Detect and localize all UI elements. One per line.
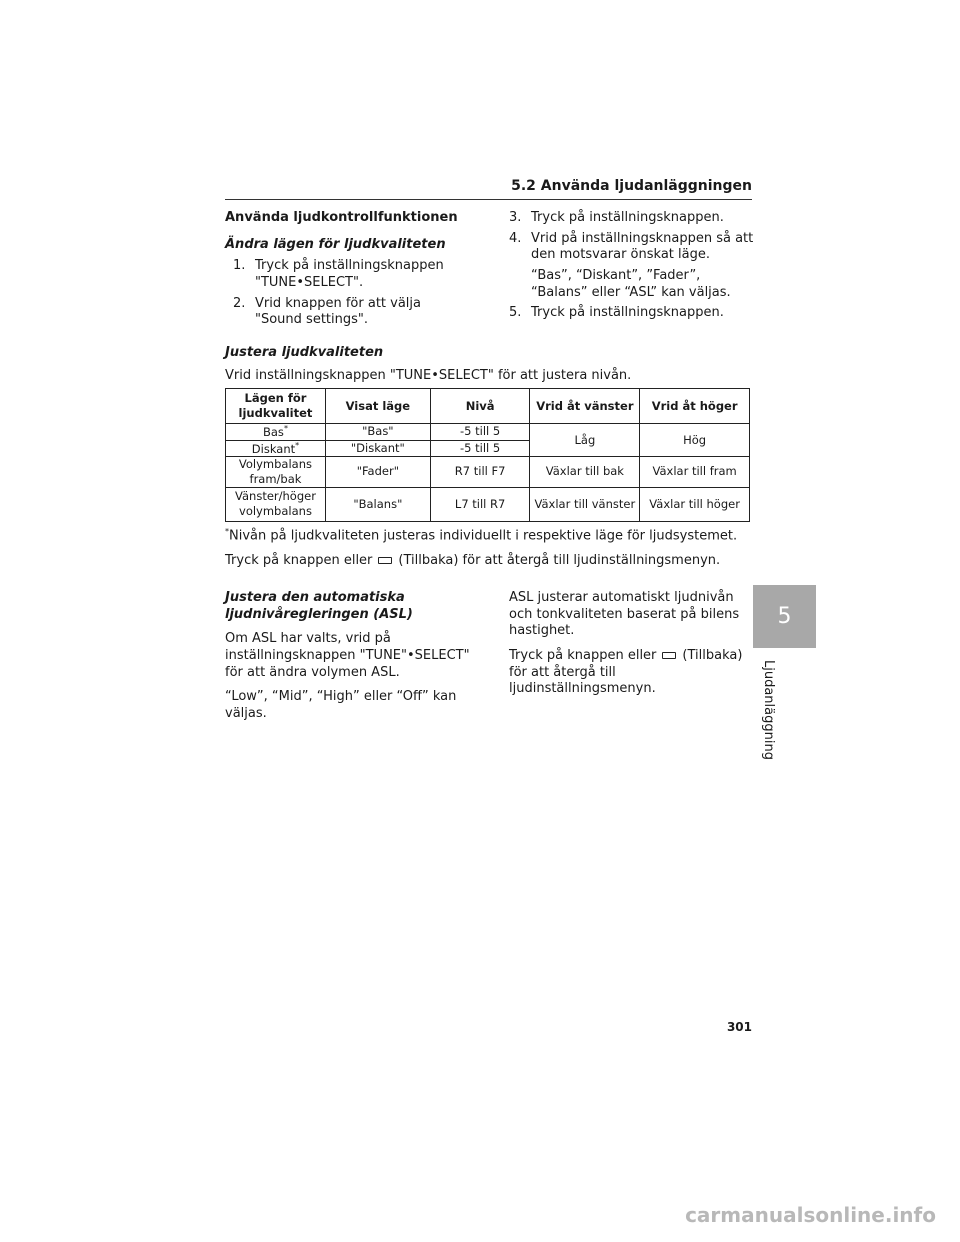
table-cell: "Fader": [325, 457, 430, 487]
back-button-icon: [662, 652, 676, 659]
step-text: Tryck på inställningsknappen.: [531, 305, 724, 321]
back-note-before: Tryck på knappen eller: [509, 647, 657, 663]
step-number: 4.: [509, 230, 522, 246]
back-note: [225, 553, 752, 570]
footnote-marker: *: [283, 424, 288, 433]
page-number: 301: [726, 1020, 752, 1034]
table-cell: R7 till F7: [430, 457, 530, 487]
column-header: Visat läge: [325, 389, 430, 424]
intro-right-column: [509, 210, 754, 322]
back-note-after: (Tillbaka) för att återgå till ljudinställningsmenyn.: [398, 553, 721, 568]
step-text: Tryck på inställningsknappen "TUNE•SELECT".: [255, 258, 444, 290]
adjust-section: [225, 345, 752, 384]
step-4-note: “Bas”, “Diskant”, ”Fader”, “Balans” eller “ASL” kan väljas.: [531, 267, 731, 300]
table-header-row: [226, 389, 750, 424]
table-cell: Växlar till vänster: [530, 487, 640, 521]
table-cell: Växlar till fram: [640, 457, 750, 487]
asl-left-column: [225, 590, 475, 722]
footnote-text: Nivån på ljudkvaliteten justeras individuellt i respektive läge för ljudsystemet.: [229, 528, 738, 544]
table-cell: [226, 440, 326, 457]
asl-heading: Justera den automatiska ljudnivåregleringen (ASL): [225, 590, 413, 622]
table-cell: [226, 424, 326, 441]
table-row: [226, 457, 750, 487]
asl-back-note: [509, 648, 754, 698]
step-3: [509, 210, 754, 227]
footnote-marker: *: [225, 527, 229, 536]
step-1: [233, 258, 470, 291]
asl-right-column: [509, 590, 754, 698]
asl-paragraph: “Low”, “Mid”, “High” eller “Off” kan väljas.: [225, 689, 457, 721]
step-number: 2.: [233, 295, 246, 311]
column-header: Nivå: [430, 389, 530, 424]
mode-name: Diskant: [251, 441, 296, 456]
step-number: 5.: [509, 305, 522, 321]
subheading: Ändra lägen för ljudkvaliteten: [225, 236, 446, 252]
table-cell: Vänster/höger volymbalans: [226, 487, 326, 521]
table-cell: Växlar till höger: [640, 487, 750, 521]
step-text: Vrid på inställningsknappen så att den motsvarar önskat läge.: [531, 230, 754, 263]
table-cell: Växlar till bak: [530, 457, 640, 487]
sound-settings-table: [225, 388, 750, 522]
table-row: [226, 487, 750, 521]
table-cell: Volymbalans fram/bak: [226, 457, 326, 487]
column-header: Lägen för ljudkvalitet: [226, 389, 326, 424]
back-note-before: Tryck på knappen eller: [225, 553, 373, 568]
header-divider: [225, 199, 752, 200]
footnote-marker: *: [295, 440, 300, 450]
table-footnote: [225, 527, 752, 545]
chapter-tab: 5: [753, 585, 816, 648]
step-text: Tryck på inställningsknappen.: [531, 210, 724, 225]
asl-paragraph: ASL justerar automatiskt ljudnivån och tonkvaliteten baserat på bilens hastighet.: [509, 590, 740, 639]
section-heading: Använda ljudkontrollfunktionen: [225, 210, 458, 225]
adjust-heading: Justera ljudkvaliteten: [225, 345, 384, 360]
step-number: 1.: [233, 258, 246, 274]
section-title: 5.2 Använda ljudanläggningen: [511, 178, 752, 194]
watermark: carmanualsonline.info: [685, 1203, 936, 1227]
adjust-intro: Vrid inställningsknappen "TUNE•SELECT" för att justera nivån.: [225, 367, 632, 383]
asl-paragraph: Om ASL har valts, vrid på inställningsknappen "TUNE"•SELECT" för att ändra volymen ASL.: [225, 631, 470, 680]
table-row: [226, 424, 750, 441]
step-4: [509, 231, 754, 264]
mode-name: Bas: [263, 424, 284, 439]
table-cell: "Bas": [325, 424, 430, 441]
table-cell: L7 till R7: [430, 487, 530, 521]
step-text: Vrid knappen för att välja "Sound settings".: [255, 295, 421, 328]
chapter-tab-label: [760, 660, 780, 760]
table-cell: -5 till 5: [430, 440, 530, 457]
table-cell: -5 till 5: [430, 424, 530, 441]
step-2: [233, 296, 470, 329]
table-cell: "Diskant": [325, 440, 430, 457]
step-number: 3.: [509, 210, 522, 225]
back-button-icon: [378, 557, 392, 564]
column-header: Vrid åt höger: [640, 389, 750, 424]
table-cell: Låg: [530, 424, 640, 457]
step-5: [509, 305, 754, 322]
chapter-label-text: Ljudanläggning: [761, 660, 776, 760]
back-note-after: (Tillbaka) för att återgå till ljudinställningsmenyn.: [509, 647, 743, 697]
table-cell: Hög: [640, 424, 750, 457]
column-header: Vrid åt vänster: [530, 389, 640, 424]
table-cell: "Balans": [325, 487, 430, 521]
intro-left-column: [225, 210, 470, 329]
